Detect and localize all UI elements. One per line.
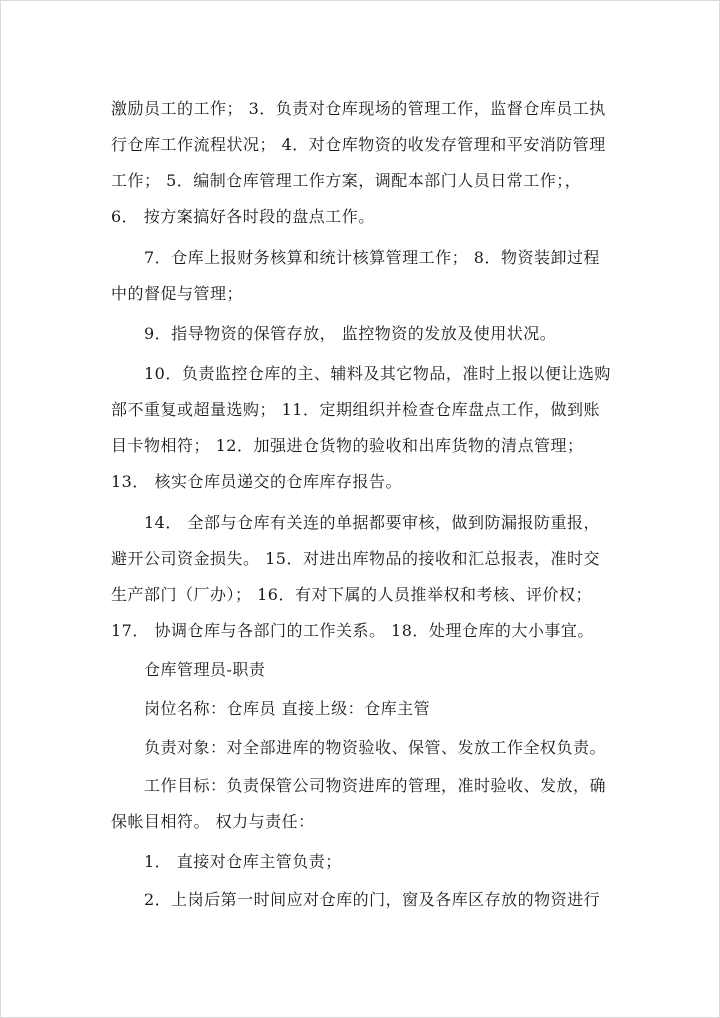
text-line-20: 保帐目相符。 权力与责任：	[111, 812, 315, 831]
text-line-8: 10．负责监控仓库的主、辅料及其它物品，准时上报以便让选购	[144, 364, 611, 383]
text-line-4: 6． 按方案搞好各时段的盘点工作。	[111, 207, 375, 226]
text-line-21: 1． 直接对仓库主管负责；	[144, 852, 342, 871]
text-line-12: 14． 全部与仓库有关连的单据都要审核，做到防漏报防重报，	[144, 513, 600, 532]
text-line-22: 2．上岗后第一时间应对仓库的门，窗及各库区存放的物资进行	[144, 890, 601, 909]
text-line-11: 13． 核实仓库员递交的仓库库存报告。	[111, 472, 402, 491]
text-line-17: 岗位名称：仓库员 直接上级：仓库主管	[144, 699, 431, 718]
text-line-10: 目卡物相符； 12．加强进仓货物的验收和出库货物的清点管理；	[111, 436, 584, 455]
text-line-5: 7．仓库上报财务核算和统计核算管理工作； 8．物资装卸过程	[144, 248, 600, 267]
text-line-6: 中的督促与管理；	[111, 284, 244, 303]
text-line-13: 避开公司资金损失。 15．对进出库物品的接收和汇总报表，准时交	[111, 549, 600, 568]
text-line-14: 生产部门（厂办）； 16．有对下属的人员推举权和考核、评价权；	[111, 585, 592, 604]
text-line-9: 部不重复或超量选购； 11．定期组织并检查仓库盘点工作，做到账	[111, 400, 600, 419]
section-heading: 仓库管理员-职责	[144, 660, 266, 679]
text-line-2: 行仓库工作流程状况； 4．对仓库物资的收发存管理和平安消防管理	[111, 135, 606, 154]
text-line-1: 激励员工的工作； 3．负责对仓库现场的管理工作，监督仓库员工执	[111, 99, 606, 118]
text-line-3: 工作； 5．编制仓库管理工作方案，调配本部门人员日常工作；，	[111, 171, 582, 190]
text-line-19: 工作目标：负责保管公司物资进库的管理，准时验收、发放，确	[144, 776, 607, 795]
text-line-7: 9．指导物资的保管存放， 监控物资的发放及使用状况。	[144, 324, 557, 343]
text-line-18: 负责对象：对全部进库的物资验收、保管、发放工作全权负责。	[144, 738, 607, 757]
text-line-15: 17． 协调仓库与各部门的工作关系。 18．处理仓库的大小事宜。	[111, 621, 594, 640]
